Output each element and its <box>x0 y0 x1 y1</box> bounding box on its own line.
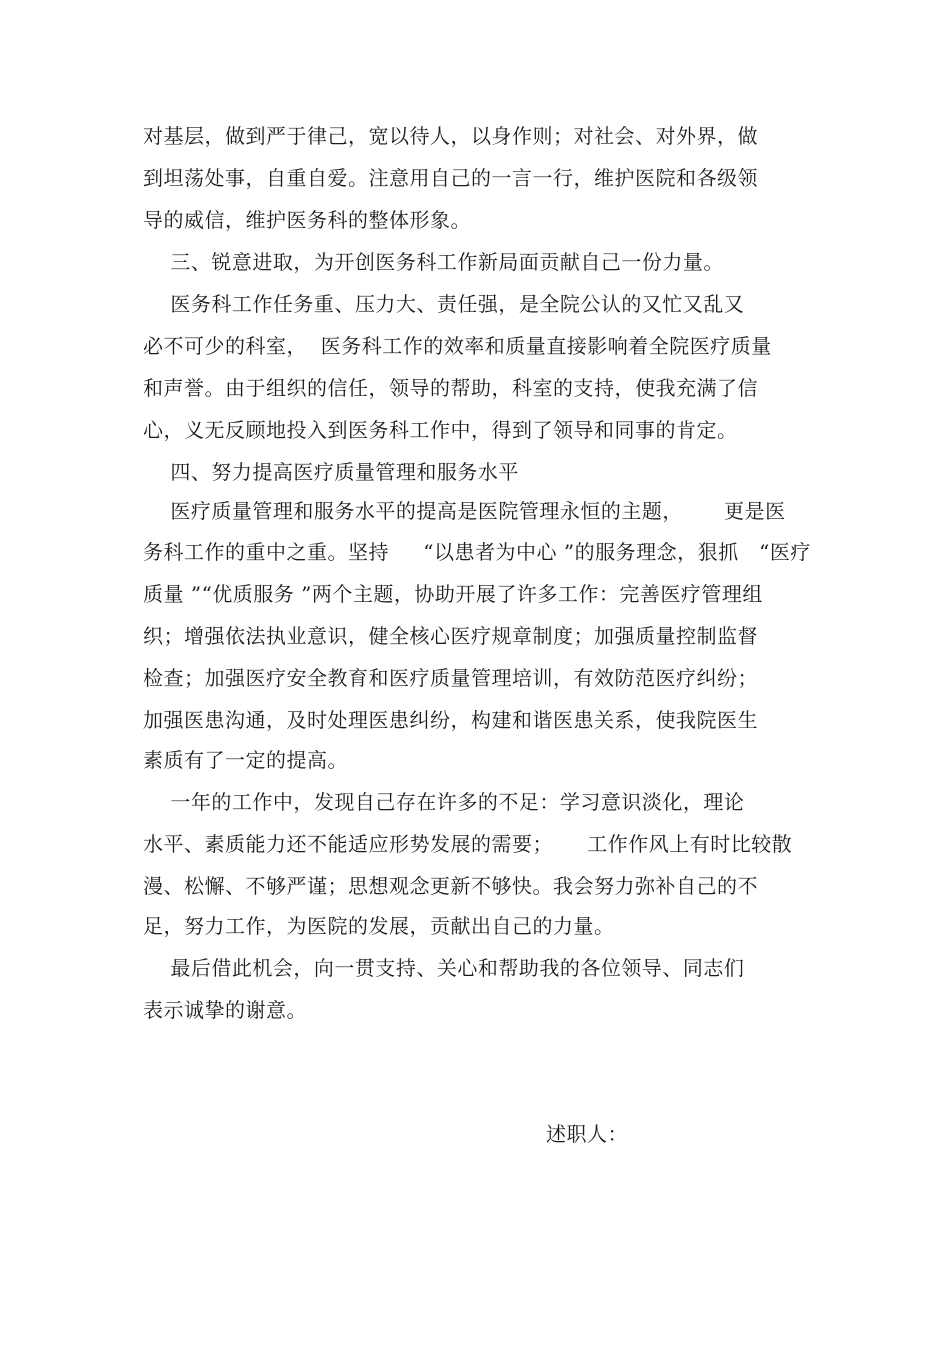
signature-label: 述职人： <box>546 1122 628 1146</box>
text-line: 足，努力工作，为医院的发展，贡献出自己的力量。 <box>143 914 615 938</box>
text-line: 务科工作的重中之重。坚持 “以患者为中心 ”的服务理念，狠抓 “医疗 <box>143 540 811 564</box>
text-line: 到坦荡处事，自重自爱。注意用自己的一言一行，维护医院和各级领 <box>143 166 758 190</box>
text-line: 质量 ”“优质服务 ”两个主题，协助开展了许多工作：完善医疗管理组 <box>143 582 763 606</box>
text-line: 医务科工作任务重、压力大、责任强，是全院公认的又忙又乱又 <box>143 292 745 316</box>
text-line: 心，义无反顾地投入到医务科工作中，得到了领导和同事的肯定。 <box>143 418 738 442</box>
section-heading-3: 三、锐意进取，为开创医务科工作新局面贡献自己一份力量。 <box>143 250 724 274</box>
text-line: 漫、松懈、不够严谨；思想观念更新不够快。我会努力弥补自己的不 <box>143 874 758 898</box>
text-line: 对基层，做到严于律己，宽以待人，以身作则；对社会、对外界，做 <box>143 124 758 148</box>
text-line: 检查；加强医疗安全教育和医疗质量管理培训，有效防范医疗纠纷； <box>143 666 758 690</box>
text-line: 加强医患沟通，及时处理医患纠纷，构建和谐医患关系，使我院医生 <box>143 708 758 732</box>
text-line: 和声誉。由于组织的信任，领导的帮助，科室的支持，使我充满了信 <box>143 376 758 400</box>
text-line: 医疗质量管理和服务水平的提高是医院管理永恒的主题， 更是医 <box>143 499 786 523</box>
text-line: 一年的工作中，发现自己存在许多的不足：学习意识淡化，理论 <box>143 790 745 814</box>
text-line: 表示诚挚的谢意。 <box>143 998 307 1022</box>
text-line: 织；增强依法执业意识，健全核心医疗规章制度；加强质量控制监督 <box>143 624 758 648</box>
text-line: 水平、素质能力还不能适应形势发展的需要； 工作作风上有时比较散 <box>143 832 793 856</box>
text-line: 导的威信，维护医务科的整体形象。 <box>143 208 471 232</box>
section-heading-4: 四、努力提高医疗质量管理和服务水平 <box>143 460 519 484</box>
text-line: 必不可少的科室， 医务科工作的效率和质量直接影响着全院医疗质量 <box>143 334 772 358</box>
text-line: 素质有了一定的提高。 <box>143 748 348 772</box>
text-line: 最后借此机会，向一贯支持、关心和帮助我的各位领导、同志们 <box>143 956 745 980</box>
